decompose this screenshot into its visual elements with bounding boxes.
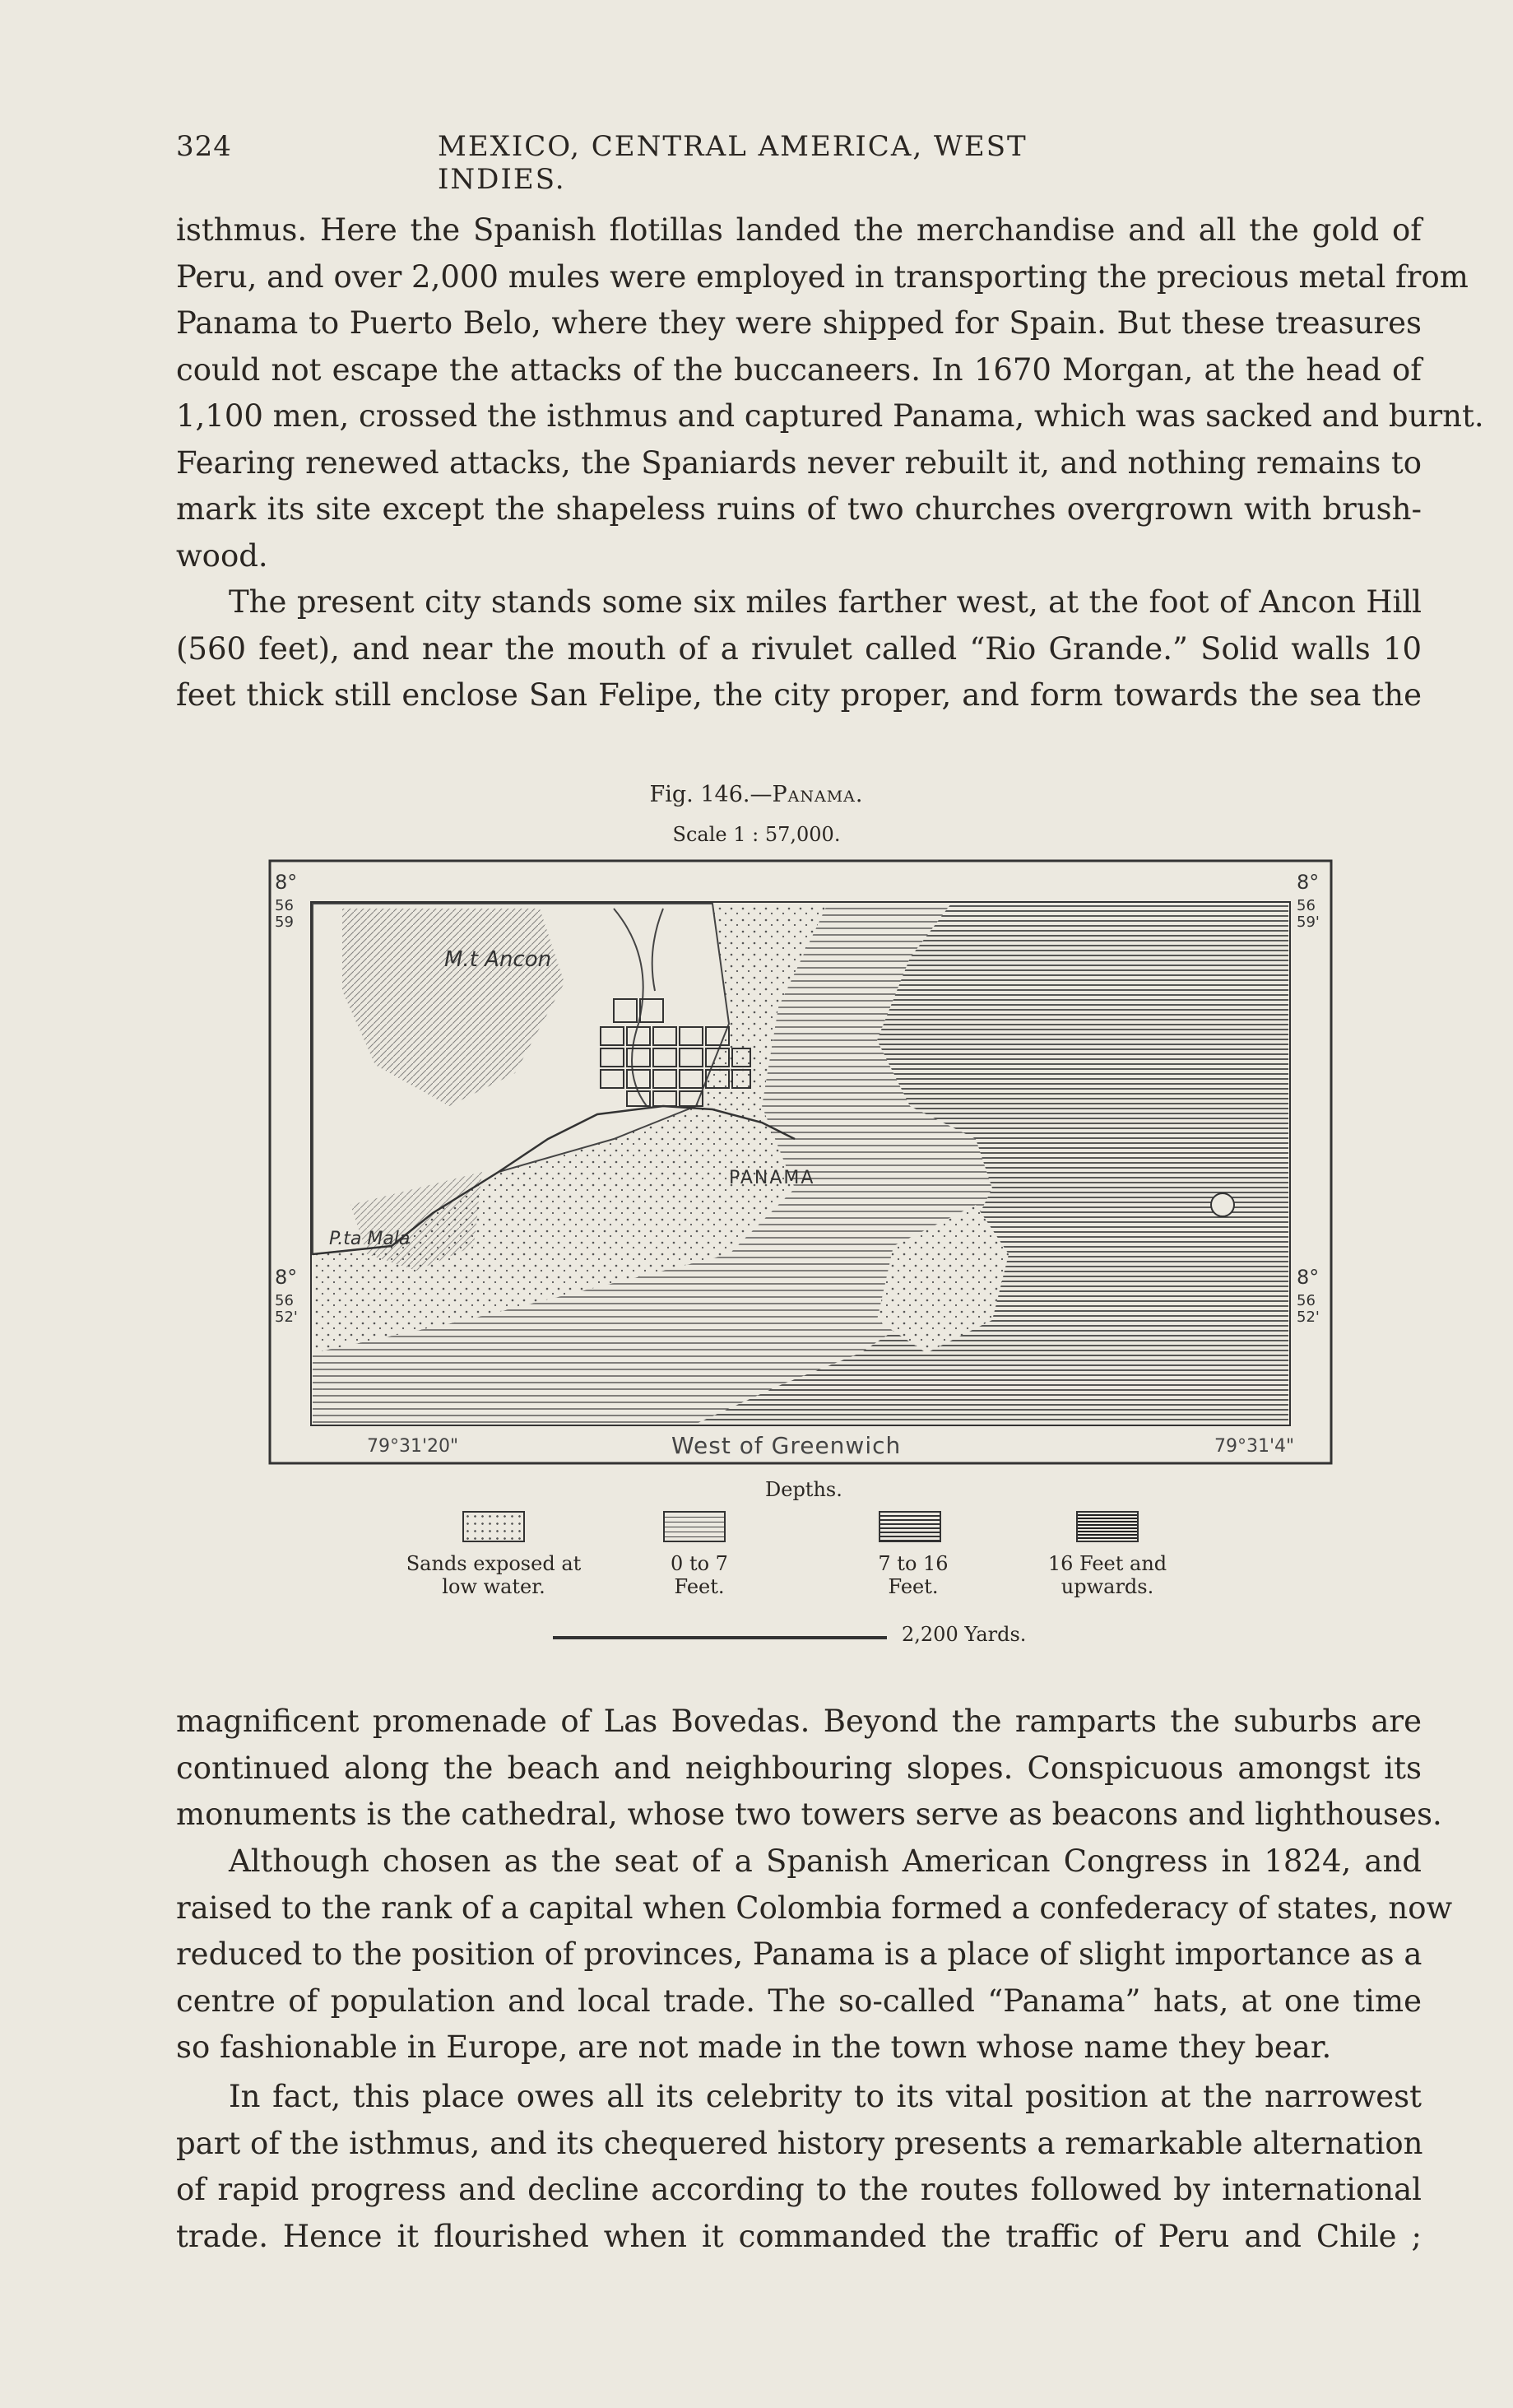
text-line: Panama to Puerto Belo, where they were shipped for Spain. But these treasures [176, 305, 1422, 341]
text-line: Fearing renewed attacks, the Spaniards never rebuilt it, and nothing remains to [176, 444, 1422, 481]
label-punta-mala: P.ta Mala [329, 1229, 411, 1249]
text-line: The present city stands some six miles farther west, at the foot of Ancon Hill [229, 584, 1422, 620]
text-line: (560 feet), and near the mouth of a rivulet called “Rio Grande.” Solid walls 10 [176, 630, 1422, 667]
legend-label-line: low water. [442, 1575, 545, 1598]
text-line: part of the isthmus, and its chequered history presents a remarkable alternation [176, 2125, 1423, 2161]
legend-label-line: 0 to 7 [671, 1552, 728, 1575]
text-line: feet thick still enclose San Felipe, the city proper, and form towards the sea the [176, 677, 1422, 713]
legend-label-line: Feet. [674, 1575, 725, 1598]
figure-caption [0, 782, 1513, 807]
legend-label-0-7 [609, 1552, 790, 1598]
legend-label-line: 7 to 16 [878, 1552, 949, 1575]
text-line: In fact, this place owes all its celebrity to its vital position at the narrowest [229, 2079, 1422, 2114]
lat-top-left-sec: 59 [275, 913, 294, 931]
text-line: reduced to the position of provinces, Panama is a place of slight importance as a [176, 1936, 1422, 1972]
legend-title: Depths. [765, 1478, 842, 1501]
islet [1211, 1193, 1234, 1216]
paragraph-2 [176, 579, 1422, 719]
page-number: 324 [176, 130, 232, 163]
text-line: continued along the beach and neighbouring slopes. Conspicuous amongst its [176, 1750, 1422, 1786]
legend-label-16-plus [1017, 1552, 1198, 1598]
legend-swatch-16-plus [1076, 1511, 1139, 1542]
legend-label-line: upwards. [1060, 1575, 1154, 1598]
legend-label-line: Sands exposed at [406, 1552, 582, 1575]
scale-bar-label: 2,200 Yards. [902, 1623, 1027, 1646]
legend-label-7-16 [823, 1552, 1004, 1598]
figure-number: Fig. 146.— [649, 782, 773, 807]
text-line: Although chosen as the seat of a Spanish American Congress in 1824, and [229, 1843, 1422, 1879]
lat-bot-left-min: 56 [275, 1292, 294, 1309]
paragraph-1 [176, 207, 1484, 579]
label-panama: PANAMA [729, 1168, 815, 1188]
text-line: 1,100 men, crossed the isthmus and captured Panama, which was sacked and burnt. [176, 398, 1484, 434]
running-head: MEXICO, CENTRAL AMERICA, WEST INDIES. [438, 130, 1028, 196]
panama-map [268, 859, 1333, 1465]
figure-title: Panama. [772, 782, 864, 807]
lat-bot-right-sec: 52' [1297, 1309, 1320, 1326]
page-header [176, 130, 1155, 196]
lat-bot-right-deg: 8° [1297, 1266, 1320, 1289]
text-line: Peru, and over 2,000 mules were employed in transporting the precious metal from [176, 258, 1469, 295]
lat-top-left-min: 56 [275, 897, 294, 914]
paragraph-3 [176, 1699, 1442, 1839]
figure-scale: Scale 1 : 57,000. [672, 823, 841, 846]
lat-top-right-min: 56 [1297, 897, 1316, 914]
legend-swatch-sands [462, 1511, 525, 1542]
text-line: could not escape the attacks of the buccaneers. In 1670 Morgan, at the head of [176, 351, 1422, 388]
paragraph-5 [176, 2074, 1422, 2260]
legend-swatch-7-16 [879, 1511, 941, 1542]
legend-label-line: 16 Feet and [1047, 1552, 1167, 1575]
legend-label-line: Feet. [888, 1575, 939, 1598]
lat-bot-left-deg: 8° [275, 1266, 298, 1289]
lat-bot-right-min: 56 [1297, 1292, 1316, 1309]
paragraph-4 [176, 1839, 1453, 2071]
text-line: magnificent promenade of Las Bovedas. Beyond the ramparts the suburbs are [176, 1704, 1422, 1739]
text-line: of rapid progress and decline according to the routes followed by international [176, 2172, 1422, 2207]
text-line: mark its site except the shapeless ruins of two churches overgrown with brush- [176, 491, 1422, 527]
lon-right: 79°31'4" [1214, 1436, 1295, 1457]
lat-bot-left-sec: 52' [275, 1309, 298, 1326]
lat-top-right-deg: 8° [1297, 871, 1320, 894]
legend-label-sands [403, 1552, 584, 1598]
lat-top-right-sec: 59' [1297, 913, 1320, 931]
text-line: isthmus. Here the Spanish flotillas landed the merchandise and all the gold of [176, 212, 1422, 248]
text-line: raised to the rank of a capital when Colombia formed a confederacy of states, now [176, 1890, 1453, 1926]
label-mt-ancon: M.t Ancon [444, 947, 552, 972]
text-line: so fashionable in Europe, are not made in the town whose name they bear. [176, 2029, 1332, 2065]
scale-bar [553, 1636, 887, 1639]
text-line: centre of population and local trade. The so-called “Panama” hats, at one time [176, 1983, 1422, 2019]
text-line: wood. [176, 537, 268, 574]
lon-left: 79°31'20" [367, 1436, 459, 1457]
legend-swatch-0-7 [663, 1511, 726, 1542]
lat-top-left-deg: 8° [275, 871, 298, 894]
text-line: monuments is the cathedral, whose two towers serve as beacons and lighthouses. [176, 1797, 1442, 1832]
lon-center: West of Greenwich [671, 1432, 902, 1459]
text-line: trade. Hence it flourished when it commanded the traffic of Peru and Chile ; [176, 2218, 1422, 2254]
